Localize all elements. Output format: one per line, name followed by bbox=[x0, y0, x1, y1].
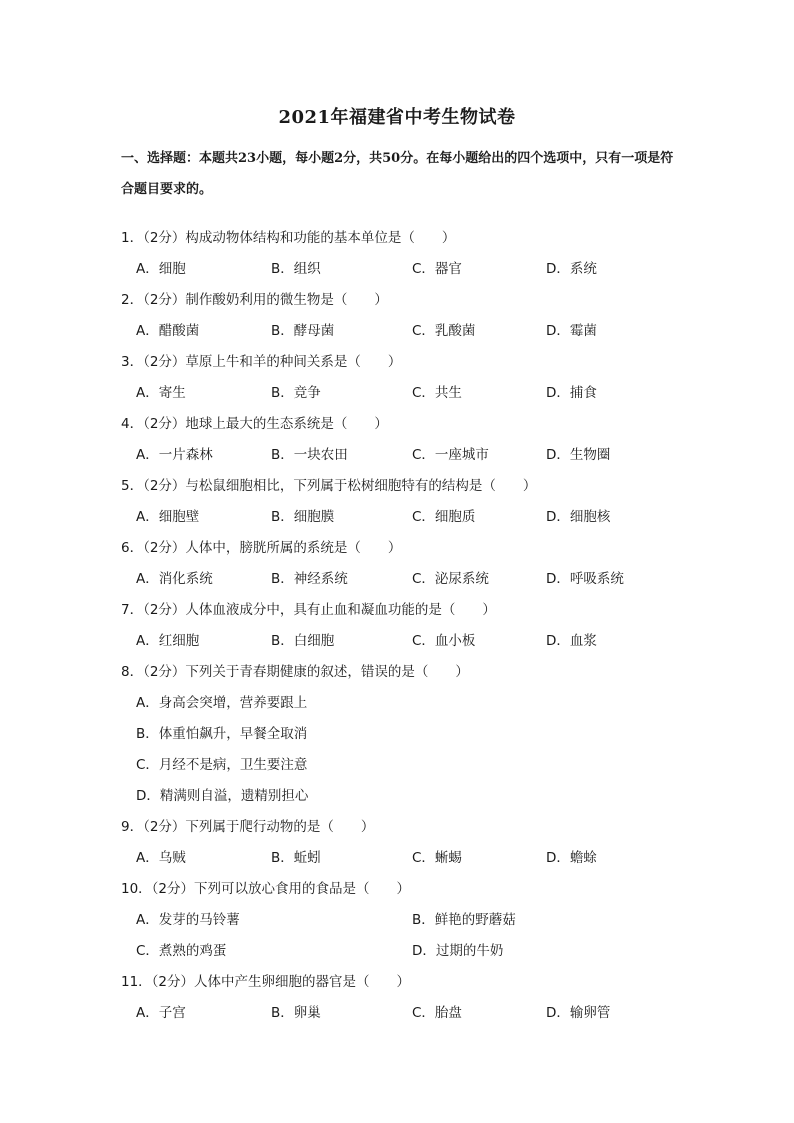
answer-option: C．月经不是病，卫生要注意 bbox=[136, 756, 308, 773]
answer-option: A．醋酸菌 bbox=[136, 322, 200, 339]
question-stem: 11．（2分）人体中产生卵细胞的器官是（ ） bbox=[121, 973, 411, 990]
answer-option: B．白细胞 bbox=[271, 632, 335, 649]
answer-option: C．细胞质 bbox=[412, 508, 476, 525]
page-title: 2021年福建省中考生物试卷 bbox=[278, 107, 516, 128]
answer-option: A．子宫 bbox=[136, 1004, 186, 1021]
answer-option: B．竞争 bbox=[271, 384, 321, 401]
answer-option: D．蟾蜍 bbox=[546, 849, 597, 866]
answer-option: C．共生 bbox=[412, 384, 462, 401]
answer-option: A．细胞壁 bbox=[136, 508, 200, 525]
answer-option: D．精满则自溢，遗精别担心 bbox=[136, 787, 309, 804]
answer-option: C．血小板 bbox=[412, 632, 476, 649]
answer-option: A．乌贼 bbox=[136, 849, 186, 866]
answer-option: A．寄生 bbox=[136, 384, 186, 401]
answer-option: D．系统 bbox=[546, 260, 597, 277]
question-stem: 5．（2分）与松鼠细胞相比，下列属于松树细胞特有的结构是（ ） bbox=[121, 477, 537, 494]
answer-option: B．细胞膜 bbox=[271, 508, 335, 525]
question-stem: 8．（2分）下列关于青春期健康的叙述，错误的是（ ） bbox=[121, 663, 469, 680]
question-stem: 6．（2分）人体中，膀胱所属的系统是（ ） bbox=[121, 539, 402, 556]
answer-option: A．红细胞 bbox=[136, 632, 200, 649]
answer-option: D．输卵管 bbox=[546, 1004, 611, 1021]
answer-option: C．一座城市 bbox=[412, 446, 489, 463]
answer-option: C．煮熟的鸡蛋 bbox=[136, 942, 227, 959]
answer-option: D．呼吸系统 bbox=[546, 570, 624, 587]
question-stem: 10．（2分）下列可以放心食用的食品是（ ） bbox=[121, 880, 411, 897]
answer-option: A．细胞 bbox=[136, 260, 186, 277]
answer-option: B．鲜艳的野蘑菇 bbox=[412, 911, 516, 928]
answer-option: D．霉菌 bbox=[546, 322, 597, 339]
answer-option: A．身高会突增，营养要跟上 bbox=[136, 694, 308, 711]
answer-option: A．发芽的马铃薯 bbox=[136, 911, 240, 928]
question-stem: 2．（2分）制作酸奶利用的微生物是（ ） bbox=[121, 291, 388, 308]
question-stem: 1．（2分）构成动物体结构和功能的基本单位是（ ） bbox=[121, 229, 456, 246]
question-stem: 7．（2分）人体血液成分中，具有止血和凝血功能的是（ ） bbox=[121, 601, 496, 618]
answer-option: D．过期的牛奶 bbox=[412, 942, 504, 959]
question-stem: 9．（2分）下列属于爬行动物的是（ ） bbox=[121, 818, 375, 835]
answer-option: A．一片森林 bbox=[136, 446, 213, 463]
answer-option: D．捕食 bbox=[546, 384, 597, 401]
answer-option: D．细胞核 bbox=[546, 508, 611, 525]
answer-option: C．蜥蜴 bbox=[412, 849, 462, 866]
answer-option: C．器官 bbox=[412, 260, 462, 277]
answer-option: D．生物圈 bbox=[546, 446, 611, 463]
answer-option: B．酵母菌 bbox=[271, 322, 335, 339]
answer-option: B．蚯蚓 bbox=[271, 849, 321, 866]
answer-option: B．组织 bbox=[271, 260, 321, 277]
answer-option: C．胎盘 bbox=[412, 1004, 462, 1021]
answer-option: B．一块农田 bbox=[271, 446, 348, 463]
answer-option: B．体重怕飙升，早餐全取消 bbox=[136, 725, 308, 742]
answer-option: D．血浆 bbox=[546, 632, 597, 649]
answer-option: C．乳酸菌 bbox=[412, 322, 476, 339]
section-heading: 一、选择题：本题共23小题，每小题2分，共50分。在每小题给出的四个选项中，只有一项是符合题目要求的。 bbox=[121, 151, 674, 197]
question-stem: 3．（2分）草原上牛和羊的种间关系是（ ） bbox=[121, 353, 402, 370]
question-stem: 4．（2分）地球上最大的生态系统是（ ） bbox=[121, 415, 388, 432]
answer-option: A．消化系统 bbox=[136, 570, 213, 587]
answer-option: B．神经系统 bbox=[271, 570, 348, 587]
answer-option: B．卵巢 bbox=[271, 1004, 321, 1021]
answer-option: C．泌尿系统 bbox=[412, 570, 489, 587]
